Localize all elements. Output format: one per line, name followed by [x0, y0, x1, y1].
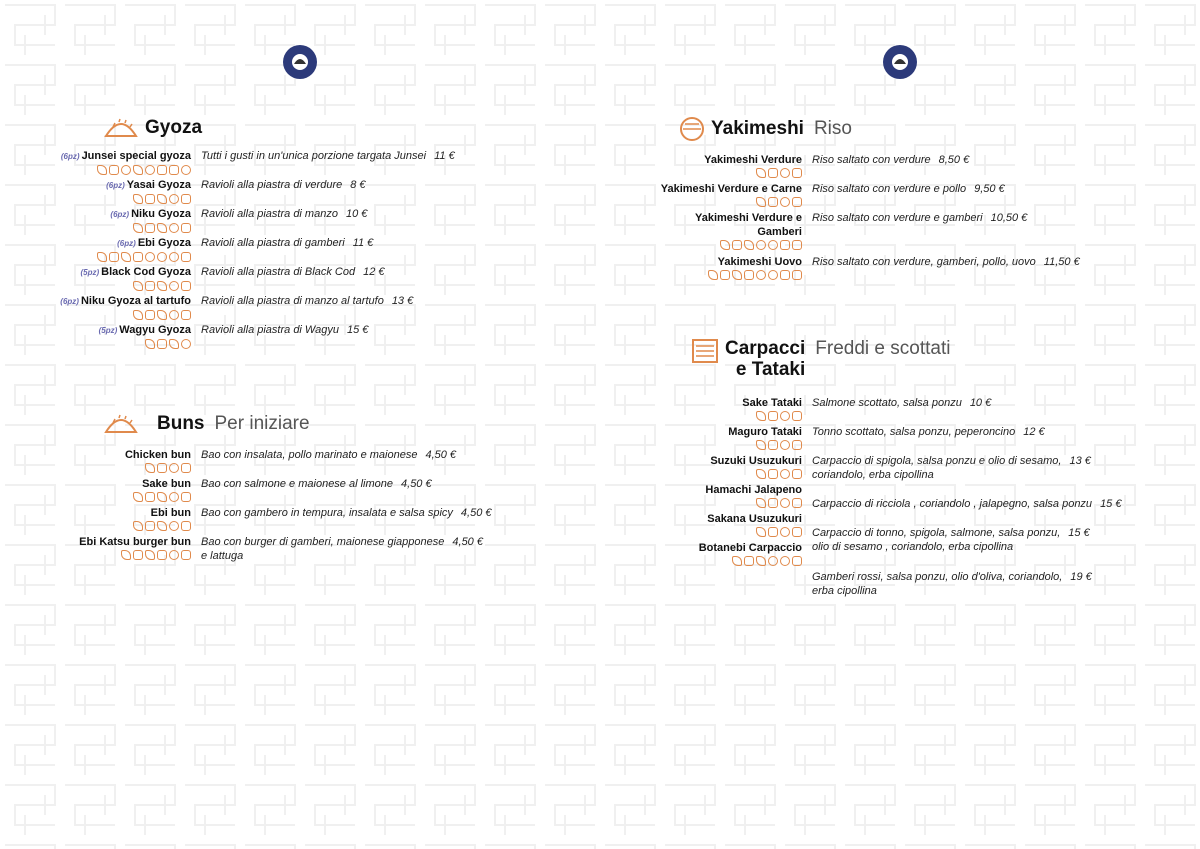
allergen-icons	[0, 492, 191, 504]
item-price: 4,50 €	[452, 536, 483, 548]
item-price: 4,50 €	[460, 507, 492, 519]
pieces-count: (6pz)	[117, 239, 136, 248]
buns-section-title	[103, 410, 310, 438]
carpacci-desc-4: Carpaccio di tonno, spigola, salmone, salsa ponzu, 15 € olio di sesamo , coriandolo, erba cipollina	[812, 527, 1090, 553]
allergen-icons	[0, 252, 191, 264]
item-price: 10 €	[345, 208, 368, 220]
item-description: Ravioli alla piastra di verdure	[201, 179, 343, 191]
item-description: Riso saltato con verdure e gamberi	[812, 212, 983, 224]
pieces-count: (6pz)	[60, 152, 80, 161]
allergen-icons	[600, 411, 802, 423]
item-name: Yakimeshi Uovo	[717, 256, 802, 268]
restaurant-logo	[282, 44, 318, 80]
item-name: Wagyu Gyoza	[119, 324, 191, 336]
carpacci-desc-0: Salmone scottato, salsa ponzu 10 €	[812, 397, 992, 409]
allergen-icons	[600, 240, 802, 252]
item-name: Niku Gyoza al tartufo	[80, 295, 191, 307]
dumpling-icon	[103, 114, 139, 142]
carpacci-section-title	[691, 338, 950, 380]
item-description: Ravioli alla piastra di Black Cod	[201, 266, 356, 278]
item-price: 10,50 €	[990, 212, 1028, 224]
allergen-icons	[600, 556, 802, 568]
allergen-icons	[0, 521, 191, 533]
menu-item	[0, 477, 432, 504]
allergen-icons	[0, 463, 191, 475]
menu-item	[600, 211, 1027, 252]
item-description: Ravioli alla piastra di gamberi	[201, 237, 345, 249]
sashimi-icon	[691, 338, 719, 364]
item-name: Niku Gyoza	[131, 208, 191, 220]
item-description: Bao con salmone e maionese al limone	[201, 478, 394, 490]
menu-item	[0, 294, 413, 322]
item-description-line2: e lattuga	[201, 550, 244, 562]
carpacci-desc-3: Carpaccio di ricciola , coriandolo , jalapegno, salsa ponzu 15 €	[812, 498, 1122, 510]
allergen-icons	[0, 339, 191, 351]
menu-item	[0, 178, 366, 206]
item-price: 11 €	[434, 150, 455, 162]
pieces-count: (6pz)	[60, 297, 79, 306]
gyoza-title: Gyoza	[145, 117, 203, 138]
allergen-icons	[0, 194, 191, 206]
carpacci-desc-1: Tonno scottato, salsa ponzu, peperoncino 12 €	[812, 426, 1045, 438]
item-name: Junsei special gyoza	[81, 150, 191, 162]
buns-title: Buns	[157, 413, 205, 434]
pieces-count: (6pz)	[106, 181, 125, 190]
allergen-icons	[600, 469, 802, 481]
allergen-icons	[600, 197, 802, 209]
item-description: Ravioli alla piastra di manzo al tartufo	[201, 295, 384, 307]
item-name: Ebi bun	[150, 507, 191, 519]
rice-bowl-icon	[679, 115, 705, 143]
item-description: Riso saltato con verdure e pollo	[812, 183, 967, 195]
item-name: Botanebi Carpaccio	[698, 542, 802, 554]
pieces-count: (5pz)	[98, 326, 118, 335]
allergen-icons	[600, 527, 802, 539]
item-price: 4,50 €	[401, 478, 432, 490]
menu-item	[600, 153, 969, 180]
item-name: Ebi Gyoza	[137, 237, 191, 249]
carpacci-desc-5: Gamberi rossi, salsa ponzu, olio d'oliva, coriandolo, 19 € erba cipollina	[812, 571, 1092, 597]
item-name: Sake Tataki	[742, 397, 802, 409]
menu-item	[0, 149, 455, 177]
buns-subtitle: Per iniziare	[214, 413, 310, 434]
item-description: Ravioli alla piastra di Wagyu	[201, 324, 339, 336]
bun-icon	[103, 410, 139, 438]
menu-item	[0, 207, 367, 235]
item-description: Bao con insalata, pollo marinato e maionese	[201, 449, 418, 461]
allergen-icons	[0, 550, 191, 562]
menu-item	[600, 182, 1005, 209]
carpacci-subtitle: Freddi e scottati	[815, 338, 951, 359]
item-description: Ravioli alla piastra di manzo	[201, 208, 338, 220]
yakimeshi-section-title	[679, 115, 852, 143]
restaurant-logo	[882, 44, 918, 80]
carpacci-title-line2: e Tataki	[735, 359, 806, 380]
item-price: 4,50 €	[425, 449, 457, 461]
item-price: 8,50 €	[938, 154, 970, 166]
pieces-count: (5pz)	[80, 268, 100, 277]
menu-item	[0, 448, 456, 475]
allergen-icons	[0, 165, 191, 177]
menu-item	[0, 323, 368, 351]
menu-item	[600, 255, 1080, 282]
allergen-icons	[0, 281, 191, 293]
carpacci-desc-2: Carpaccio di spigola, salsa ponzu e olio di sesamo, 13 € coriandolo, erba cipollina	[812, 455, 1091, 481]
menu-item	[0, 236, 373, 264]
item-price: 11 €	[352, 237, 374, 249]
item-name: Yakimeshi Verdure e Carne	[660, 183, 802, 195]
item-price: 13 €	[391, 295, 414, 307]
menu-item	[0, 535, 483, 563]
allergen-icons	[600, 168, 802, 180]
allergen-icons	[600, 498, 802, 510]
item-name: Chicken bun	[124, 449, 191, 461]
carpacci-title: Carpacci	[725, 338, 806, 359]
item-price: 15 €	[346, 324, 369, 336]
item-price: 11,50 €	[1043, 256, 1080, 268]
item-name: Suzuki Usuzukuri	[710, 455, 802, 467]
item-description: Riso saltato con verdure	[812, 154, 931, 166]
allergen-icons	[0, 310, 191, 322]
item-name: Maguro Tataki	[728, 426, 802, 438]
pieces-count: (6pz)	[110, 210, 130, 219]
allergen-icons	[600, 440, 802, 452]
carpacci-names-column	[600, 396, 812, 568]
item-name: Sake bun	[142, 478, 191, 490]
menu-item	[0, 265, 385, 293]
gyoza-section-title	[103, 114, 202, 142]
item-description: Bao con gambero in tempura, insalata e salsa spicy	[201, 507, 453, 519]
item-description: Tutti i gusti in un'unica porzione targata Junsei	[201, 150, 427, 162]
item-price: 8 €	[350, 179, 366, 191]
item-price: 9,50 €	[974, 183, 1005, 195]
right-page	[600, 0, 1200, 849]
item-name-line2: Gamberi	[757, 226, 802, 238]
item-price: 12 €	[363, 266, 385, 278]
item-description: Bao con burger di gamberi, maionese giapponese	[201, 536, 445, 548]
item-description: Riso saltato con verdure, gamberi, pollo, uovo	[812, 256, 1036, 268]
yakimeshi-title: Yakimeshi	[711, 118, 804, 139]
allergen-icons	[600, 270, 802, 282]
item-name: Yakimeshi Verdure e	[694, 212, 802, 224]
item-name: Yakimeshi Verdure	[704, 154, 802, 166]
menu-item	[0, 506, 492, 533]
item-name: Sakana Usuzukuri	[707, 513, 802, 525]
item-name: Yasai Gyoza	[126, 179, 191, 191]
yakimeshi-subtitle: Riso	[813, 118, 852, 139]
item-name: Ebi Katsu burger bun	[79, 536, 191, 548]
item-name: Hamachi Jalapeno	[705, 484, 802, 496]
allergen-icons	[0, 223, 191, 235]
item-name: Black Cod Gyoza	[101, 266, 191, 278]
